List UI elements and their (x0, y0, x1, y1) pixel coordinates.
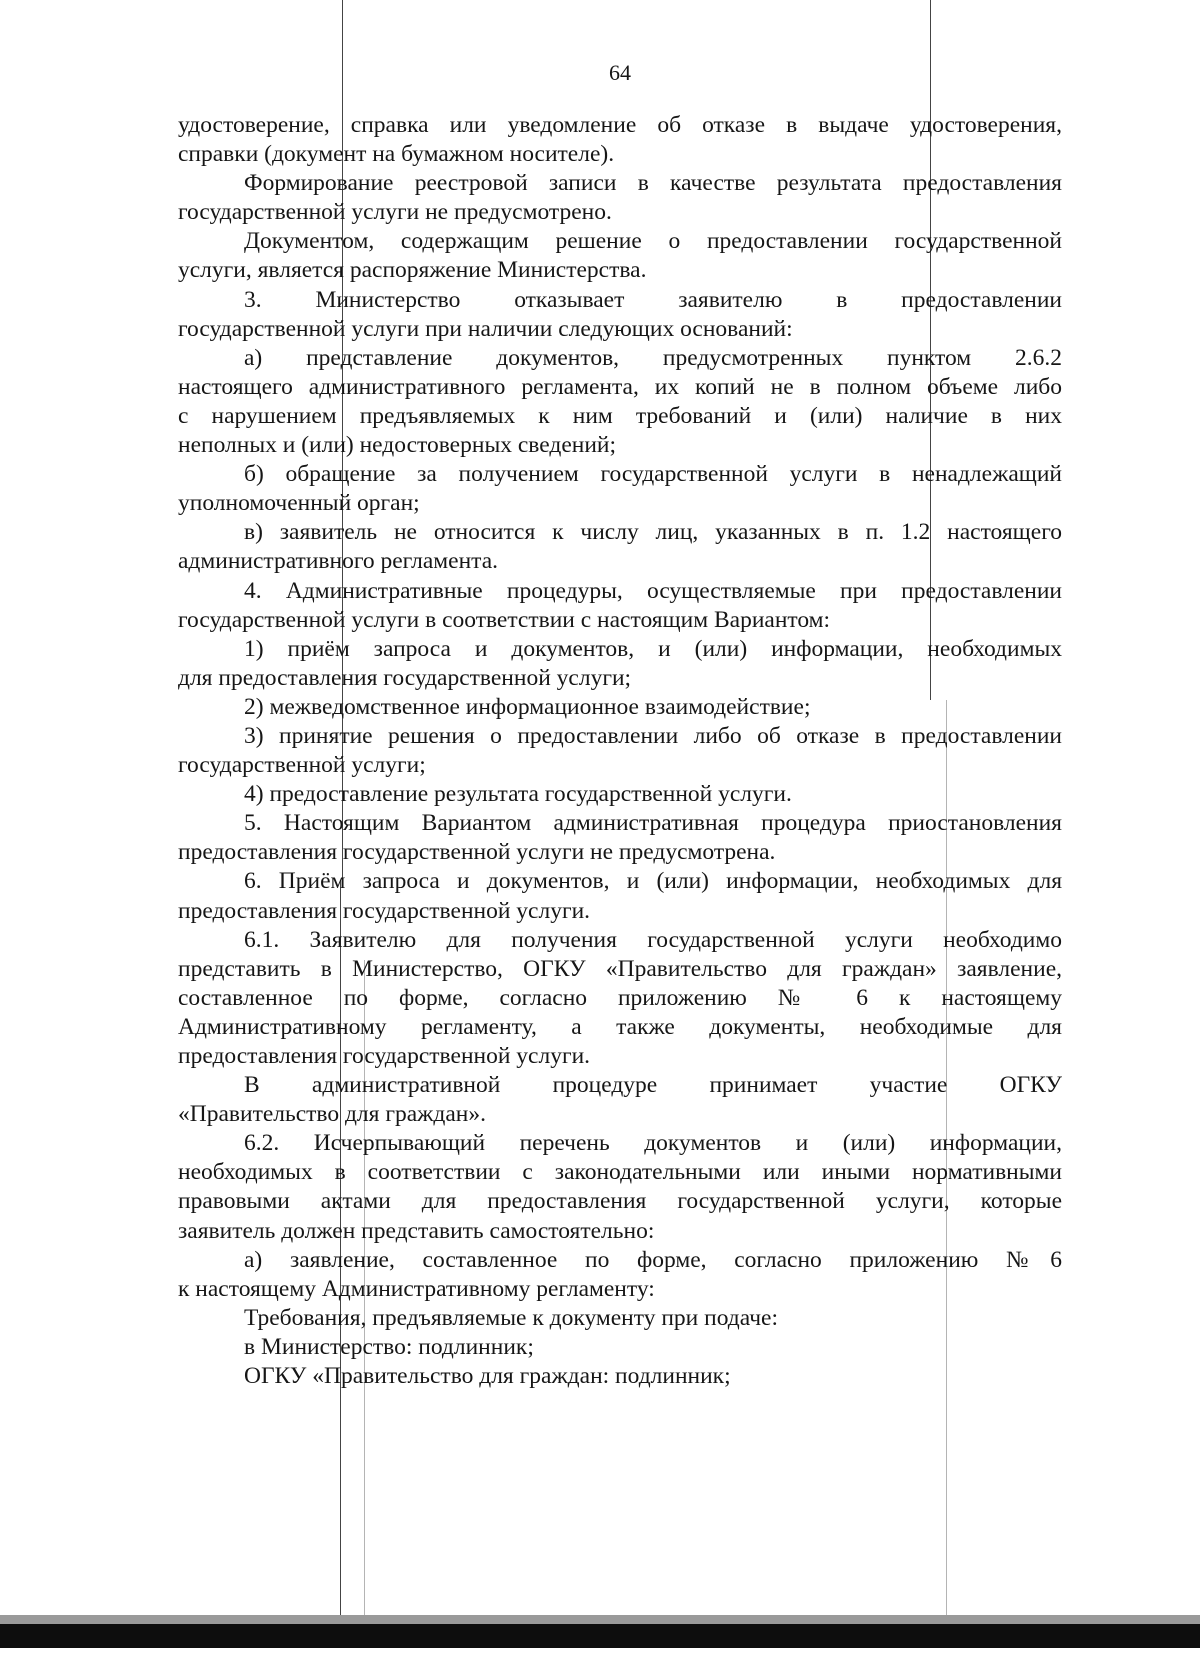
text-line: 1) приём запроса и документов, и (или) информации, необходимых (244, 635, 1062, 662)
text-line: административного регламента. (178, 548, 499, 575)
scan-shadow (0, 1615, 1200, 1624)
text-line: б) обращение за получением государственной услуги в ненадлежащий (244, 461, 1062, 488)
scan-bottom-edge (0, 1624, 1200, 1648)
text-line: Формирование реестровой записи в качестве результата предоставления (244, 170, 1062, 197)
text-line: уполномоченный орган; (178, 490, 420, 517)
text-line: В административной процедуре принимает участие ОГКУ (244, 1072, 1062, 1099)
page-number: 64 (609, 60, 631, 85)
text-line: государственной услуги в соответствии с настоящим Вариантом: (178, 606, 831, 633)
text-line: государственной услуги; (178, 752, 426, 779)
text-line: 6.2. Исчерпывающий перечень документов и (или) информации, (244, 1130, 1062, 1157)
text-line: Административному регламенту, а также документы, необходимые для (178, 1013, 1062, 1040)
text-line: справки (документ на бумажном носителе). (178, 141, 615, 168)
text-line: 4. Административные процедуры, осуществляемые при предоставлении (244, 577, 1062, 604)
text-line: Требования, предъявляемые к документу при подаче: (244, 1304, 778, 1331)
text-line: предоставления государственной услуги не предусмотрена. (178, 839, 776, 866)
text-line: с нарушением предъявляемых к ним требований и (или) наличие в них (178, 402, 1062, 429)
text-line: правовыми актами для предоставления государственной услуги, которые (178, 1188, 1062, 1215)
text-line: представить в Министерство, ОГКУ «Правительство для граждан» заявление, (178, 955, 1062, 982)
text-line: государственной услуги не предусмотрено. (178, 199, 612, 226)
text-line: предоставления государственной услуги. (178, 1043, 591, 1069)
text-line: составленное по форме, согласно приложению № 6 к настоящему (178, 984, 1062, 1011)
text-line: удостоверение, справка или уведомление об отказе в выдаче удостоверения, (178, 112, 1062, 138)
text-line: в) заявитель не относится к числу лиц, указанных в п. 1.2 настоящего (244, 519, 1062, 546)
text-line: 5. Настоящим Вариантом административная процедура приостановления (244, 810, 1062, 837)
text-line: для предоставления государственной услуги; (178, 664, 632, 691)
text-line: в Министерство: подлинник; (244, 1333, 534, 1360)
text-line: Документом, содержащим решение о предоставлении государственной (244, 228, 1062, 255)
text-line: настоящего административного регламента, их копий не в полном объеме либо (178, 373, 1062, 400)
text-line: к настоящему Административному регламенту: (178, 1275, 655, 1302)
text-line: услуги, является распоряжение Министерства. (178, 257, 647, 284)
text-line: предоставления государственной услуги. (178, 897, 591, 924)
text-line: 6. Приём запроса и документов, и (или) информации, необходимых для (244, 868, 1062, 895)
text-line: 3) принятие решения о предоставлении либо об отказе в предоставлении (244, 722, 1062, 749)
text-line: а) представление документов, предусмотренных пунктом 2.6.2 (244, 344, 1062, 371)
text-line: ОГКУ «Правительство для граждан: подлинник; (244, 1363, 731, 1390)
text-line: государственной услуги при наличии следующих оснований: (178, 315, 793, 342)
text-line: необходимых в соответствии с законодательными или иными нормативными (178, 1159, 1062, 1186)
text-line: неполных и (или) недостоверных сведений; (178, 432, 617, 459)
text-line: «Правительство для граждан». (178, 1101, 486, 1128)
text-line: 3. Министерство отказывает заявителю в предоставлении (244, 286, 1062, 313)
text-line: 6.1. Заявителю для получения государственной услуги необходимо (244, 926, 1062, 953)
text-line: 2) межведомственное информационное взаимодействие; (244, 693, 811, 720)
document-body (178, 111, 1062, 1391)
text-line: заявитель должен представить самостоятельно: (178, 1217, 655, 1244)
text-line: 4) предоставление результата государственной услуги. (244, 781, 792, 808)
text-line: а) заявление, составленное по форме, согласно приложению №6 (244, 1246, 1062, 1273)
